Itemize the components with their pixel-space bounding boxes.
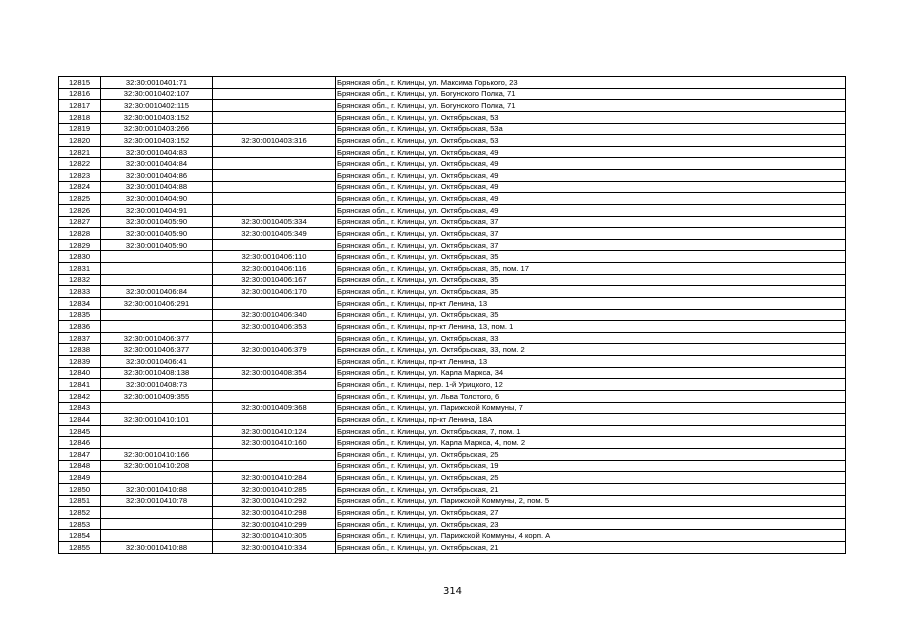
table-row (59, 135, 846, 147)
row-number-cell: 12824 (59, 181, 101, 193)
object-number-cell: 32:30:0010403:316 (213, 135, 336, 147)
object-number-cell: 32:30:0010405:334 (213, 216, 336, 228)
row-number-cell: 12832 (59, 274, 101, 286)
row-number-cell: 12841 (59, 379, 101, 391)
table-row (59, 170, 846, 182)
page-number: 314 (442, 586, 463, 597)
parcel-number-cell (101, 309, 213, 321)
table-row (59, 123, 846, 135)
parcel-number-cell: 32:30:0010402:107 (101, 88, 213, 100)
address-cell: Брянская обл., г. Клинцы, ул. Парижской Коммуны, 4 корп. А (336, 530, 846, 542)
table-row (59, 216, 846, 228)
object-number-cell: 32:30:0010410:284 (213, 472, 336, 484)
row-number-cell: 12846 (59, 437, 101, 449)
row-number-cell: 12833 (59, 286, 101, 298)
row-number-cell: 12840 (59, 367, 101, 379)
parcel-number-cell: 32:30:0010408:138 (101, 367, 213, 379)
parcel-number-cell: 32:30:0010403:152 (101, 111, 213, 123)
table-row (59, 77, 846, 89)
table-row (59, 228, 846, 240)
parcel-number-cell: 32:30:0010410:88 (101, 542, 213, 554)
object-number-cell (213, 390, 336, 402)
address-cell: Брянская обл., г. Клинцы, ул. Октябрьская, 49 (336, 146, 846, 158)
table-row (59, 158, 846, 170)
table-row (59, 379, 846, 391)
object-number-cell (213, 356, 336, 368)
row-number-cell: 12842 (59, 390, 101, 402)
parcel-number-cell (101, 425, 213, 437)
object-number-cell: 32:30:0010406:110 (213, 251, 336, 263)
object-number-cell: 32:30:0010406:167 (213, 274, 336, 286)
address-cell: Брянская обл., г. Клинцы, ул. Октябрьская, 33 (336, 332, 846, 344)
address-cell: Брянская обл., г. Клинцы, ул. Октябрьская, 49 (336, 170, 846, 182)
address-cell: Брянская обл., г. Клинцы, ул. Октябрьская, 35, пом. 17 (336, 263, 846, 275)
row-number-cell: 12854 (59, 530, 101, 542)
parcel-number-cell (101, 274, 213, 286)
address-cell: Брянская обл., г. Клинцы, ул. Карла Маркса, 34 (336, 367, 846, 379)
table-row (59, 518, 846, 530)
address-cell: Брянская обл., г. Клинцы, ул. Богунского Полка, 71 (336, 100, 846, 112)
address-cell: Брянская обл., г. Клинцы, ул. Октябрьская, 35 (336, 274, 846, 286)
table-row (59, 437, 846, 449)
table-body (59, 77, 846, 554)
parcel-number-cell: 32:30:0010406:41 (101, 356, 213, 368)
row-number-cell: 12836 (59, 321, 101, 333)
object-number-cell: 32:30:0010406:340 (213, 309, 336, 321)
table-row (59, 483, 846, 495)
row-number-cell: 12827 (59, 216, 101, 228)
table-row (59, 286, 846, 298)
row-number-cell: 12847 (59, 449, 101, 461)
row-number-cell: 12820 (59, 135, 101, 147)
parcel-number-cell: 32:30:0010405:90 (101, 216, 213, 228)
address-cell: Брянская обл., г. Клинцы, пр-кт Ленина, 18А (336, 414, 846, 426)
table-row (59, 100, 846, 112)
table-row (59, 495, 846, 507)
row-number-cell: 12828 (59, 228, 101, 240)
parcel-number-cell: 32:30:0010410:88 (101, 483, 213, 495)
parcel-number-cell: 32:30:0010410:208 (101, 460, 213, 472)
table-row (59, 460, 846, 472)
table-row (59, 344, 846, 356)
address-cell: Брянская обл., г. Клинцы, ул. Октябрьская, 37 (336, 239, 846, 251)
object-number-cell (213, 77, 336, 89)
parcel-number-cell: 32:30:0010406:291 (101, 297, 213, 309)
parcel-number-cell (101, 321, 213, 333)
object-number-cell: 32:30:0010410:292 (213, 495, 336, 507)
address-cell: Брянская обл., г. Клинцы, ул. Октябрьская, 25 (336, 449, 846, 461)
table-row (59, 414, 846, 426)
object-number-cell (213, 204, 336, 216)
parcel-number-cell (101, 251, 213, 263)
address-cell: Брянская обл., г. Клинцы, ул. Октябрьская, 37 (336, 216, 846, 228)
address-cell: Брянская обл., г. Клинцы, ул. Октябрьская, 25 (336, 472, 846, 484)
parcel-number-cell (101, 530, 213, 542)
row-number-cell: 12839 (59, 356, 101, 368)
parcel-number-cell: 32:30:0010408:73 (101, 379, 213, 391)
object-number-cell: 32:30:0010408:354 (213, 367, 336, 379)
object-number-cell (213, 181, 336, 193)
parcel-number-cell (101, 518, 213, 530)
parcel-number-cell: 32:30:0010404:90 (101, 193, 213, 205)
address-cell: Брянская обл., г. Клинцы, ул. Максима Горького, 23 (336, 77, 846, 89)
row-number-cell: 12848 (59, 460, 101, 472)
object-number-cell (213, 332, 336, 344)
row-number-cell: 12849 (59, 472, 101, 484)
parcel-number-cell: 32:30:0010402:115 (101, 100, 213, 112)
object-number-cell: 32:30:0010406:170 (213, 286, 336, 298)
row-number-cell: 12819 (59, 123, 101, 135)
row-number-cell: 12837 (59, 332, 101, 344)
address-cell: Брянская обл., г. Клинцы, ул. Октябрьская, 27 (336, 507, 846, 519)
address-cell: Брянская обл., г. Клинцы, ул. Октябрьская, 7, пом. 1 (336, 425, 846, 437)
address-cell: Брянская обл., г. Клинцы, ул. Октябрьская, 49 (336, 204, 846, 216)
address-cell: Брянская обл., г. Клинцы, ул. Парижской Коммуны, 7 (336, 402, 846, 414)
object-number-cell (213, 297, 336, 309)
object-number-cell: 32:30:0010406:116 (213, 263, 336, 275)
object-number-cell (213, 414, 336, 426)
row-number-cell: 12835 (59, 309, 101, 321)
object-number-cell: 32:30:0010410:285 (213, 483, 336, 495)
table-row (59, 425, 846, 437)
address-cell: Брянская обл., г. Клинцы, ул. Октябрьская, 35 (336, 286, 846, 298)
table-row (59, 204, 846, 216)
object-number-cell: 32:30:0010406:379 (213, 344, 336, 356)
table-row (59, 181, 846, 193)
object-number-cell (213, 239, 336, 251)
table-row (59, 111, 846, 123)
table-row (59, 390, 846, 402)
table-row (59, 530, 846, 542)
table-row (59, 251, 846, 263)
object-number-cell: 32:30:0010410:305 (213, 530, 336, 542)
parcel-number-cell: 32:30:0010405:90 (101, 228, 213, 240)
parcel-number-cell: 32:30:0010403:152 (101, 135, 213, 147)
address-cell: Брянская обл., г. Клинцы, ул. Октябрьская, 19 (336, 460, 846, 472)
row-number-cell: 12844 (59, 414, 101, 426)
address-cell: Брянская обл., г. Клинцы, ул. Октябрьская, 53 (336, 111, 846, 123)
object-number-cell (213, 193, 336, 205)
parcel-number-cell (101, 263, 213, 275)
address-cell: Брянская обл., г. Клинцы, ул. Октябрьская, 21 (336, 542, 846, 554)
address-cell: Брянская обл., г. Клинцы, пр-кт Ленина, 13 (336, 297, 846, 309)
address-cell: Брянская обл., г. Клинцы, ул. Октябрьская, 49 (336, 181, 846, 193)
row-number-cell: 12821 (59, 146, 101, 158)
parcel-number-cell: 32:30:0010404:88 (101, 181, 213, 193)
row-number-cell: 12822 (59, 158, 101, 170)
row-number-cell: 12838 (59, 344, 101, 356)
address-cell: Брянская обл., г. Клинцы, ул. Октябрьская, 33, пом. 2 (336, 344, 846, 356)
address-cell: Брянская обл., г. Клинцы, пр-кт Ленина, 13, пом. 1 (336, 321, 846, 333)
row-number-cell: 12816 (59, 88, 101, 100)
address-cell: Брянская обл., г. Клинцы, пр-кт Ленина, 13 (336, 356, 846, 368)
parcel-number-cell (101, 437, 213, 449)
parcel-number-cell: 32:30:0010406:377 (101, 332, 213, 344)
address-cell: Брянская обл., г. Клинцы, ул. Октябрьская, 35 (336, 309, 846, 321)
parcel-number-cell: 32:30:0010409:355 (101, 390, 213, 402)
table-row (59, 507, 846, 519)
object-number-cell (213, 88, 336, 100)
object-number-cell (213, 100, 336, 112)
object-number-cell: 32:30:0010405:349 (213, 228, 336, 240)
object-number-cell: 32:30:0010410:160 (213, 437, 336, 449)
address-cell: Брянская обл., г. Клинцы, ул. Льва Толстого, 6 (336, 390, 846, 402)
address-cell: Брянская обл., г. Клинцы, ул. Октябрьская, 53 (336, 135, 846, 147)
row-number-cell: 12823 (59, 170, 101, 182)
parcel-number-cell: 32:30:0010405:90 (101, 239, 213, 251)
parcel-number-cell: 32:30:0010404:91 (101, 204, 213, 216)
table-row (59, 472, 846, 484)
parcel-number-cell: 32:30:0010404:84 (101, 158, 213, 170)
row-number-cell: 12830 (59, 251, 101, 263)
object-number-cell: 32:30:0010406:353 (213, 321, 336, 333)
table-row (59, 297, 846, 309)
row-number-cell: 12825 (59, 193, 101, 205)
row-number-cell: 12829 (59, 239, 101, 251)
object-number-cell (213, 170, 336, 182)
address-cell: Брянская обл., г. Клинцы, ул. Октябрьская, 37 (336, 228, 846, 240)
address-cell: Брянская обл., г. Клинцы, ул. Октябрьская, 23 (336, 518, 846, 530)
table-row (59, 309, 846, 321)
row-number-cell: 12845 (59, 425, 101, 437)
parcel-number-cell: 32:30:0010404:86 (101, 170, 213, 182)
object-number-cell (213, 111, 336, 123)
table-row (59, 193, 846, 205)
parcel-number-cell: 32:30:0010406:377 (101, 344, 213, 356)
parcel-number-cell: 32:30:0010410:166 (101, 449, 213, 461)
parcel-number-cell (101, 402, 213, 414)
row-number-cell: 12826 (59, 204, 101, 216)
object-number-cell: 32:30:0010409:368 (213, 402, 336, 414)
table-row (59, 367, 846, 379)
address-cell: Брянская обл., г. Клинцы, ул. Октябрьская, 49 (336, 193, 846, 205)
object-number-cell: 32:30:0010410:124 (213, 425, 336, 437)
row-number-cell: 12831 (59, 263, 101, 275)
address-cell: Брянская обл., г. Клинцы, ул. Октябрьская, 49 (336, 158, 846, 170)
parcel-number-cell: 32:30:0010404:83 (101, 146, 213, 158)
table-row (59, 449, 846, 461)
row-number-cell: 12855 (59, 542, 101, 554)
parcel-number-cell: 32:30:0010406:84 (101, 286, 213, 298)
row-number-cell: 12834 (59, 297, 101, 309)
address-cell: Брянская обл., г. Клинцы, пер. 1-й Урицкого, 12 (336, 379, 846, 391)
address-cell: Брянская обл., г. Клинцы, ул. Октябрьская, 35 (336, 251, 846, 263)
parcel-number-cell (101, 472, 213, 484)
table-row (59, 88, 846, 100)
table-row (59, 332, 846, 344)
address-cell: Брянская обл., г. Клинцы, ул. Парижской Коммуны, 2, пом. 5 (336, 495, 846, 507)
row-number-cell: 12843 (59, 402, 101, 414)
table-row (59, 402, 846, 414)
parcel-number-cell (101, 507, 213, 519)
table-row (59, 356, 846, 368)
table-row (59, 274, 846, 286)
row-number-cell: 12850 (59, 483, 101, 495)
object-number-cell (213, 158, 336, 170)
row-number-cell: 12852 (59, 507, 101, 519)
row-number-cell: 12815 (59, 77, 101, 89)
address-cell: Брянская обл., г. Клинцы, ул. Октябрьская, 53а (336, 123, 846, 135)
table-row (59, 239, 846, 251)
parcel-number-cell: 32:30:0010403:266 (101, 123, 213, 135)
address-cell: Брянская обл., г. Клинцы, ул. Октябрьская, 21 (336, 483, 846, 495)
object-number-cell: 32:30:0010410:299 (213, 518, 336, 530)
address-cell: Брянская обл., г. Клинцы, ул. Богунского Полка, 71 (336, 88, 846, 100)
parcel-number-cell: 32:30:0010410:78 (101, 495, 213, 507)
object-number-cell (213, 449, 336, 461)
row-number-cell: 12818 (59, 111, 101, 123)
object-number-cell (213, 123, 336, 135)
parcel-number-cell: 32:30:0010401:71 (101, 77, 213, 89)
object-number-cell: 32:30:0010410:334 (213, 542, 336, 554)
object-number-cell (213, 379, 336, 391)
row-number-cell: 12817 (59, 100, 101, 112)
object-number-cell: 32:30:0010410:298 (213, 507, 336, 519)
address-cell: Брянская обл., г. Клинцы, ул. Карла Маркса, 4, пом. 2 (336, 437, 846, 449)
table-row (59, 321, 846, 333)
row-number-cell: 12851 (59, 495, 101, 507)
parcel-number-cell: 32:30:0010410:101 (101, 414, 213, 426)
table-row (59, 146, 846, 158)
registry-table (58, 76, 846, 554)
table-row (59, 263, 846, 275)
row-number-cell: 12853 (59, 518, 101, 530)
object-number-cell (213, 146, 336, 158)
table-row (59, 542, 846, 554)
object-number-cell (213, 460, 336, 472)
